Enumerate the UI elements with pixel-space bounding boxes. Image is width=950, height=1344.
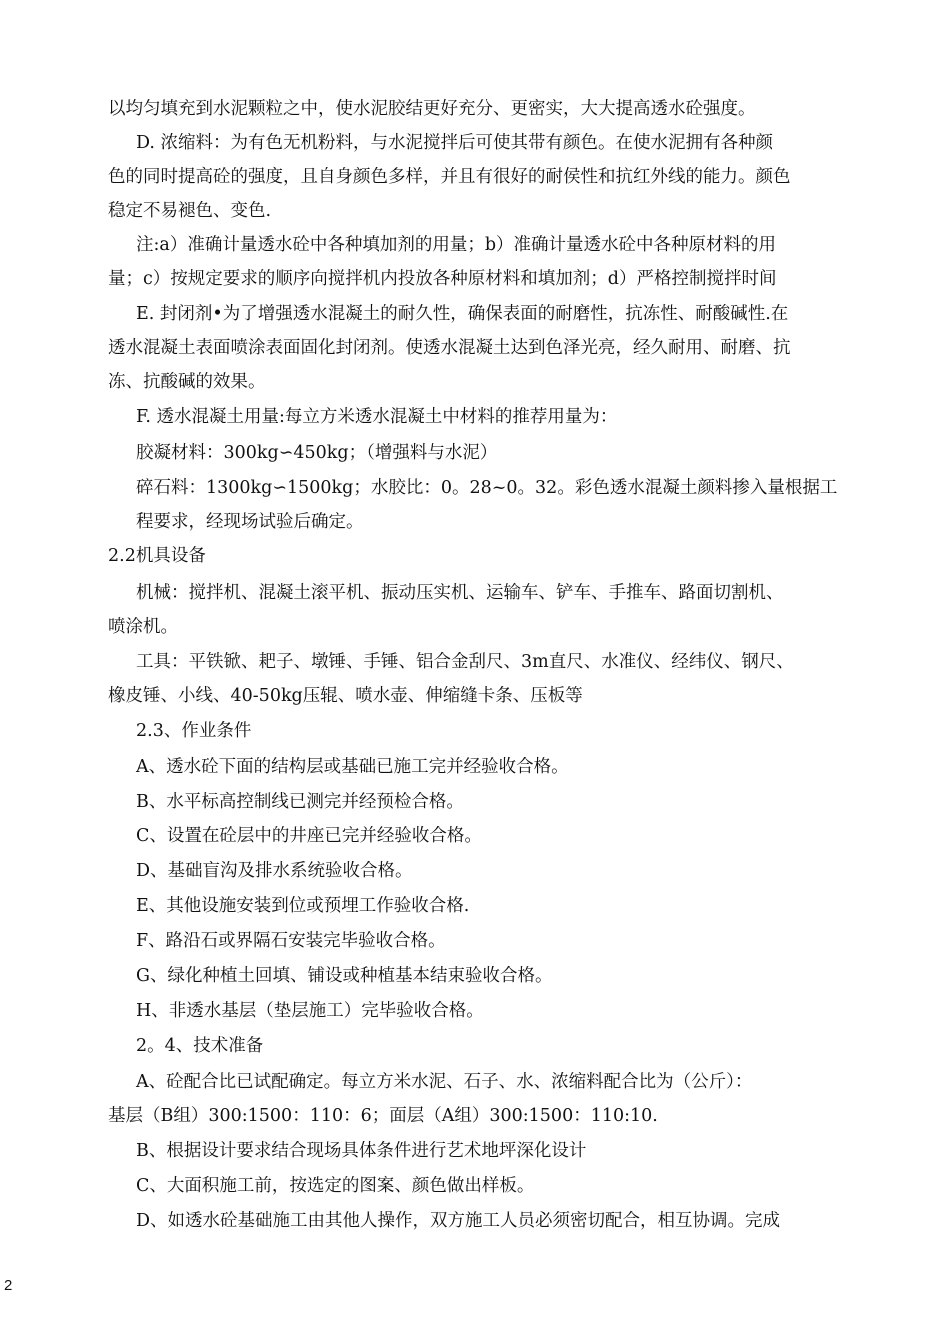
list-item: H、非透水基层（垫层施工）完毕验收合格。 [136,1001,484,1021]
section-heading: 2.2机具设备 [108,546,206,566]
section-heading: 2.3、作业条件 [136,721,252,741]
text-line: E. 封闭剂•为了增强透水混凝土的耐久性，确保表面的耐磨性，抗冻性、耐酸碱性.在 [136,304,789,324]
text-line: 橡皮锤、小线、40-50kg压辊、喷水壶、伸缩缝卡条、压板等 [108,686,583,706]
text-line: 冻、抗酸碱的效果。 [108,372,266,392]
text-line: 注:a）准确计量透水砼中各种填加剂的用量；b）准确计量透水砼中各种原材料的用 [136,235,777,255]
section-heading: 2。4、技术准备 [136,1036,264,1056]
list-item: G、绿化种植土回填、铺设或种植基本结束验收合格。 [136,966,553,986]
text-line: D. 浓缩料：为有色无机粉料，与水泥搅拌后可使其带有颜色。在使水泥拥有各种颜 [136,133,774,153]
list-item: A、透水砼下面的结构层或基础已施工完并经验收合格。 [136,757,569,777]
list-item: B、根据设计要求结合现场具体条件进行艺术地坪深化设计 [136,1141,587,1161]
list-item: B、水平标高控制线已测完并经预检合格。 [136,792,464,812]
list-item: C、设置在砼层中的井座已完并经验收合格。 [136,826,482,846]
list-item: D、如透水砼基础施工由其他人操作，双方施工人员必须密切配合，相互协调。完成 [136,1211,781,1231]
text-line: 工具：平铁锨、耙子、墩锤、手锤、铝合金刮尺、3m直尺、水准仪、经纬仪、钢尺、 [136,652,794,672]
text-line: 色的同时提高砼的强度，且自身颜色多样，并且有很好的耐侯性和抗红外线的能力。颜色 [108,167,791,187]
text-line: 机械：搅拌机、混凝土滚平机、振动压实机、运输车、铲车、手推车、路面切割机、 [136,583,784,603]
text-line: 以均匀填充到水泥颗粒之中，使水泥胶结更好充分、更密实，大大提高透水砼强度。 [108,99,756,119]
text-line: 程要求，经现场试验后确定。 [136,512,364,532]
list-item: A、砼配合比已试配确定。每立方米水泥、石子、水、浓缩料配合比为（公斤）： [136,1072,753,1092]
text-line: 稳定不易褪色、变色. [108,201,272,221]
text-line: 基层（B组）300:1500：110：6；面层（A组）300:1500：110:10. [108,1106,658,1126]
page-number: 2 [4,1277,13,1294]
list-item: D、基础盲沟及排水系统验收合格。 [136,861,413,881]
text-line: F. 透水混凝土用量:每立方米透水混凝土中材料的推荐用量为： [136,407,618,427]
text-line: 碎石料：1300kg∽1500kg；水胶比：0。28~0。32。彩色透水混凝土颜料掺入量根据工 [136,478,838,498]
text-line: 透水混凝土表面喷涂表面固化封闭剂。使透水混凝土达到色泽光亮，经久耐用、耐磨、抗 [108,338,791,358]
list-item: F、路沿石或界隔石安装完毕验收合格。 [136,931,446,951]
list-item: C、大面积施工前，按选定的图案、颜色做出样板。 [136,1176,535,1196]
list-item: E、其他设施安装到位或预埋工作验收合格. [136,896,470,916]
text-line: 胶凝材料：300kg∽450kg；（增强料与水泥） [136,443,498,463]
text-line: 量；c）按规定要求的顺序向搅拌机内投放各种原材料和填加剂；d）严格控制搅拌时间 [108,269,777,289]
text-line: 喷涂机。 [108,617,178,637]
